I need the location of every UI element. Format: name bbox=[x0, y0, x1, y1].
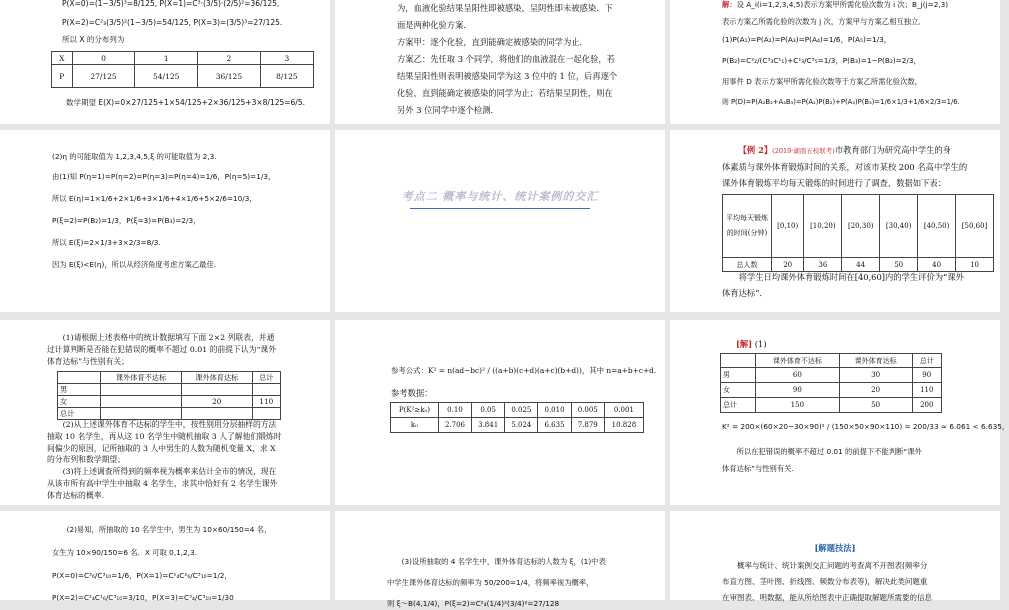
table-cell: 总计 bbox=[58, 408, 101, 420]
table-cell: 0 bbox=[72, 52, 135, 65]
table-cell: 3.841 bbox=[472, 418, 505, 433]
solution-head-line: [解] (1) bbox=[736, 339, 767, 349]
solution-line: 所以 E(ξ)=2×1/3+3×2/3=8/3. bbox=[52, 238, 161, 247]
table-cell: 20 bbox=[772, 258, 804, 272]
question-line: (2)从上述课外体育不达标的学生中，按性别用分层抽样的方法 bbox=[62, 420, 277, 429]
table-cell: 总计 bbox=[252, 372, 280, 384]
table-cell: 90 bbox=[912, 368, 941, 383]
slide-solution-part1 bbox=[670, 0, 1000, 124]
contingency-table-blank bbox=[57, 371, 281, 420]
table-cell: 女 bbox=[58, 396, 101, 408]
table-cell: 20 bbox=[182, 396, 253, 408]
table-cell: 总计 bbox=[912, 354, 941, 368]
table-cell: [20,30) bbox=[842, 195, 880, 258]
question-line: 过计算判断是否能在犯错误的概率不超过 0.01 的前提下认为“课外 bbox=[47, 345, 277, 354]
reference-data-label: 参考数据： bbox=[391, 388, 433, 398]
table-cell: 50 bbox=[839, 398, 912, 413]
table-cell: P(K²≥k₀) bbox=[391, 403, 439, 418]
table-cell: 10 bbox=[956, 258, 994, 272]
distribution-table bbox=[51, 51, 314, 88]
table-cell bbox=[101, 396, 182, 408]
slide-distribution-x bbox=[0, 0, 330, 124]
table-cell: [0,10) bbox=[772, 195, 804, 258]
text-line: 结果呈阳性则表明被感染同学为这 3 位中的 1 位，后再逐个 bbox=[397, 71, 618, 81]
slide-questions bbox=[0, 320, 330, 505]
table-cell bbox=[101, 408, 182, 420]
text-line: 为，血液化验结果呈阳性即被感染，呈阴性即未被感染．下 bbox=[397, 3, 613, 13]
text-line: 另外 3 位同学中逐个检测． bbox=[397, 105, 499, 115]
table-cell: 总人数 bbox=[723, 258, 772, 272]
table-cell: k₀ bbox=[391, 418, 439, 433]
table-cell: X bbox=[52, 52, 73, 65]
table-cell: 110 bbox=[912, 383, 941, 398]
table-cell: [40,50) bbox=[918, 195, 956, 258]
conclusion-line: 所以在犯错误的概率不超过 0.01 的前提下不能判断“课外 bbox=[736, 447, 922, 456]
table-cell: 2.706 bbox=[438, 418, 471, 433]
table-cell: [50,60] bbox=[956, 195, 994, 258]
table-cell: 课外体育达标 bbox=[839, 354, 912, 368]
slide-expectation bbox=[0, 130, 330, 312]
question-line: 从该市所有高中学生中抽取 4 名学生，求其中恰好有 2 名学生课外 bbox=[47, 478, 278, 488]
example-source: (2019·湖南五校联考) bbox=[772, 147, 835, 155]
table-cell: 男 bbox=[721, 368, 756, 383]
table-cell bbox=[182, 384, 253, 396]
table-cell: [30,40) bbox=[880, 195, 918, 258]
technique-line: 概率与统计、统计案例交汇问题的考查离不开图表(频率分 bbox=[737, 561, 928, 570]
table-cell: 男 bbox=[58, 384, 101, 396]
table-cell: [10,20) bbox=[804, 195, 842, 258]
exercise-time-table bbox=[722, 194, 994, 272]
question-line: 间偏少的原因，记所抽取的 3 人中男生的人数为随机变量 X，求 X bbox=[47, 443, 276, 453]
dist-intro: 所以 X 的分布列为 bbox=[62, 35, 125, 44]
solution-head: [解] bbox=[736, 339, 753, 349]
solution-line: 用事件 D 表示方案甲所需化验次数等于方案乙所需化验次数， bbox=[722, 77, 922, 86]
solution-line: 表示方案乙所需化验的次数为 j 次，方案甲与方案乙相互独立． bbox=[722, 17, 926, 26]
table-cell: 36 bbox=[804, 258, 842, 272]
prob-line-1: P(X=0)=(1−3/5)³=8/125, P(X=1)=C³·(3/5)·(2/5)²=36/125, bbox=[62, 0, 280, 8]
question-line: (3)将上述调查所得到的频率视为概率来估计全市的情况，现在 bbox=[62, 467, 277, 477]
question-line: 抽取 10 名学生，再从这 10 名学生中随机抽取 3 人了解他们锻炼时 bbox=[47, 431, 282, 441]
example-tag: 【例 2】 bbox=[738, 145, 773, 155]
table-cell bbox=[252, 408, 280, 420]
example-line: 课外体育锻炼平均每天锻炼的时间进行了调查，数据如下表： bbox=[722, 178, 947, 188]
solution-line: 则 P(D)=P(A₂B₂+A₃B₃)=P(A₂)P(B₂)+P(A₃)P(B₃)=1/6×1/3+1/6×2/3=1/6. bbox=[722, 98, 960, 106]
table-cell: 0.025 bbox=[505, 403, 538, 418]
table-cell: 50 bbox=[880, 258, 918, 272]
expectation-line: 数学期望 E(X)=0×27/125+1×54/125+2×36/125+3×8/125=6/5. bbox=[66, 98, 305, 107]
solution-line: (1)P(A₁)=P(A₂)=P(A₃)=P(A₄)=1/6，P(A₅)=1/3， bbox=[722, 35, 892, 44]
table-cell: 女 bbox=[721, 383, 756, 398]
slide-example-2 bbox=[670, 130, 1000, 312]
text-line: 面是两种化验方案． bbox=[397, 20, 472, 30]
solution-line: P(X=0)=C³₆/C³₁₀=1/6，P(X=1)=C¹₄C²₆/C³₁₀=1/2， bbox=[52, 571, 232, 580]
table-cell: 30 bbox=[839, 368, 912, 383]
question-line: (1)请根据上述表格中的统计数据填写下面 2×2 列联表，并通 bbox=[62, 333, 275, 342]
table-cell: 平均每天锻炼的时间(分钟) bbox=[723, 195, 772, 258]
table-cell: 200 bbox=[912, 398, 941, 413]
table-cell: 0.001 bbox=[604, 403, 643, 418]
plan-a: 方案甲：逐个化验，直到能确定被感染的同学为止． bbox=[397, 37, 588, 47]
contingency-table-filled bbox=[720, 353, 942, 413]
table-cell: 3 bbox=[260, 52, 313, 65]
solution-line: 所以 E(η)=1×1/6+2×1/6+3×1/6+4×1/6+5×2/6=10/3， bbox=[52, 194, 257, 203]
table-cell: 44 bbox=[842, 258, 880, 272]
table-cell bbox=[58, 372, 101, 384]
table-cell: 110 bbox=[252, 396, 280, 408]
solution-line: (3)设所抽取的 4 名学生中，课外体育达标的人数为 ξ，(1)中表 bbox=[401, 557, 606, 566]
table-cell: 课外体育不达标 bbox=[756, 354, 840, 368]
solution-line: 解：设 A_i(i=1,2,3,4,5)表示方案甲所需化验次数为 i 次；B_j(j=2,3) bbox=[722, 0, 949, 9]
reference-formula: 参考公式：K² = n(ad−bc)² / ((a+b)(c+d)(a+c)(b+d))，其中 n=a+b+c+d. bbox=[391, 366, 657, 375]
plan-b: 方案乙：先任取 3 个同学，将他们的血液混在一起化验，若 bbox=[397, 54, 615, 64]
solution-line: P(B₂)=C²₂/(C³₃C¹₁)+C¹₃/C³₅=1/3，P(B₃)=1−P(B₂)=2/3， bbox=[722, 56, 921, 65]
solution-line: 因为 E(ξ)<E(η)，所以从经济角度考虑方案乙最佳. bbox=[52, 260, 217, 269]
slide-technique bbox=[670, 511, 1000, 600]
table-cell: P bbox=[52, 65, 73, 88]
table-cell bbox=[182, 408, 253, 420]
k2-calculation: K² = 200×(60×20−30×90)² / (150×50×90×110) = 200/33 ≈ 6.061 < 6.635， bbox=[722, 422, 1009, 431]
solution-line: P(ξ=2)=P(B₂)=1/3，P(ξ=3)=P(B₃)=2/3， bbox=[52, 216, 201, 225]
title-underline bbox=[410, 208, 590, 209]
table-cell: 课外体育达标 bbox=[182, 372, 253, 384]
table-cell bbox=[252, 384, 280, 396]
table-cell: 1 bbox=[135, 52, 198, 65]
example-line: 体素质与课外体育锻炼时间的关系，对该市某校 200 名高中学生的 bbox=[722, 162, 968, 172]
critical-value-table bbox=[390, 402, 644, 433]
table-cell: 0.10 bbox=[438, 403, 471, 418]
table-cell: 20 bbox=[839, 383, 912, 398]
table-cell: 0.010 bbox=[538, 403, 571, 418]
conclusion-line: 体育达标”与性别有关. bbox=[722, 464, 794, 473]
solution-line: 女生为 10×90/150=6 名．X 可取 0,1,2,3. bbox=[52, 548, 198, 557]
solution-head: 解： bbox=[722, 0, 737, 9]
table-cell: 36/125 bbox=[198, 65, 261, 88]
table-cell: 40 bbox=[918, 258, 956, 272]
table-cell: 8/125 bbox=[260, 65, 313, 88]
question-line: 体育达标的概率. bbox=[47, 490, 105, 500]
table-cell: 课外体育不达标 bbox=[101, 372, 182, 384]
prob-line-2: P(X=2)=C²₃(3/5)²(1−3/5)=54/125, P(X=3)=(3/5)³=27/125. bbox=[62, 18, 283, 27]
technique-line: 布直方图、茎叶图、折线图、频数分布表等)，解决此类问题重 bbox=[722, 577, 928, 586]
example-line: 体育达标”． bbox=[722, 288, 768, 298]
table-cell: 60 bbox=[756, 368, 840, 383]
table-cell: 0.05 bbox=[472, 403, 505, 418]
table-cell: 27/125 bbox=[72, 65, 135, 88]
slide-section-title bbox=[335, 130, 665, 312]
question-line: 的分布列和数学期望； bbox=[47, 455, 125, 465]
slide-reference bbox=[335, 320, 665, 505]
table-cell bbox=[721, 354, 756, 368]
solution-line: (2)易知，所抽取的 10 名学生中，男生为 10×60/150=4 名， bbox=[66, 525, 272, 534]
table-cell bbox=[101, 384, 182, 396]
table-cell: 54/125 bbox=[135, 65, 198, 88]
table-cell: 5.024 bbox=[505, 418, 538, 433]
solution-line: 中学生课外体育达标的频率为 50/200=1/4，将频率视为概率， bbox=[387, 578, 594, 587]
table-cell: 2 bbox=[198, 52, 261, 65]
table-cell: 7.879 bbox=[571, 418, 604, 433]
slide-solution-part3 bbox=[335, 511, 665, 608]
solution-line: 则 ξ～B(4,1/4)，P(ξ=2)=C²₄(1/4)²(3/4)²=27/128 bbox=[387, 599, 560, 608]
slide-solution-part2 bbox=[0, 511, 330, 600]
table-cell: 总计 bbox=[721, 398, 756, 413]
table-cell: 90 bbox=[756, 383, 840, 398]
section-title: 考点二 概率与统计、统计案例的交汇 bbox=[401, 190, 599, 203]
example-line: 将学生日均课外体育锻炼时间在[40,60]内的学生评价为“课外 bbox=[738, 272, 964, 282]
slide-test-plans bbox=[335, 0, 665, 124]
solution-line: P(X=2)=C²₄C¹₆/C³₁₀=3/10，P(X=3)=C³₄/C³₁₀=1/30 bbox=[52, 593, 234, 602]
table-cell: 150 bbox=[756, 398, 840, 413]
slide-solution-contingency bbox=[670, 320, 1009, 505]
technique-head: [解题技法] bbox=[814, 543, 856, 553]
solution-line: 由(1)知 P(η=1)=P(η=2)=P(η=3)=P(η=4)=1/6，P(η=5)=1/3， bbox=[52, 172, 276, 181]
table-cell: 0.005 bbox=[571, 403, 604, 418]
question-line: 体育达标”与性别有关； bbox=[47, 357, 129, 366]
solution-line: (2)η 的可能取值为 1,2,3,4,5,ξ 的可能取值为 2,3. bbox=[52, 152, 217, 161]
example-line: 【例 2】(2019·湖南五校联考)市教育部门为研究高中学生的身 bbox=[738, 145, 952, 155]
text-line: 化验，直到能确定被感染的同学为止；若结果呈阴性，则在 bbox=[397, 88, 613, 98]
table-cell: 6.635 bbox=[538, 418, 571, 433]
technique-line: 在审图表、明数据，能从所给图表中正确提取解题所需要的信息 bbox=[722, 593, 932, 602]
table-cell: 10.828 bbox=[604, 418, 643, 433]
